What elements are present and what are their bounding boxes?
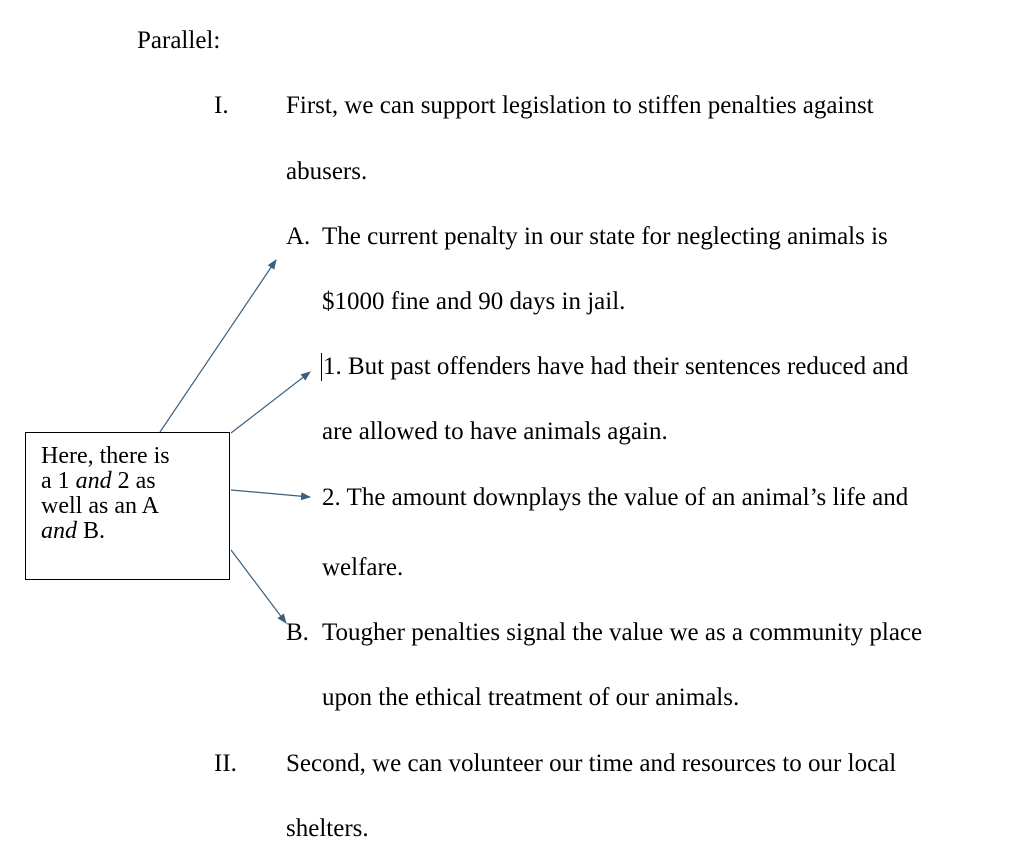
outline-marker-i: I. [214, 92, 229, 119]
callout-line-2: a 1 and 2 as [41, 468, 156, 494]
outline-item-1-line2: are allowed to have animals again. [322, 418, 668, 445]
outline-marker-b: B. [286, 619, 309, 646]
outline-item-b-line2: upon the ethical treatment of our animals. [322, 684, 740, 711]
outline-item-2-line2: welfare. [322, 554, 404, 581]
outline-marker-ii: II. [214, 750, 237, 777]
section-heading: Parallel: [137, 27, 221, 54]
callout-line-3: well as an A [41, 493, 159, 519]
arrow-to-item-2 [231, 490, 310, 497]
text-cursor [321, 353, 322, 381]
outline-marker-a: A. [286, 223, 311, 250]
outline-item-i-line1: First, we can support legislation to stiffen penalties against [286, 92, 874, 119]
arrow-to-item-1 [231, 372, 310, 433]
outline-item-i-line2: abusers. [286, 158, 368, 185]
outline-item-ii-line1: Second, we can volunteer our time and resources to our local [286, 750, 897, 777]
outline-item-a-line2: $1000 fine and 90 days in jail. [322, 288, 626, 315]
callout-line-1: Here, there is [41, 443, 170, 469]
outline-item-2-line1: 2. The amount downplays the value of an animal’s life and [322, 484, 909, 511]
outline-item-a-line1: The current penalty in our state for neglecting animals is [322, 223, 888, 250]
callout-textbox[interactable] [25, 432, 230, 580]
outline-item-1-line1: 1. But past offenders have had their sentences reduced and [323, 353, 909, 380]
outline-item-b-line1: Tougher penalties signal the value we as a community place [322, 619, 923, 646]
callout-line-4: and B. [41, 518, 106, 544]
arrow-to-item-a [160, 260, 276, 432]
outline-item-ii-line2: shelters. [286, 815, 369, 842]
arrow-to-item-b [231, 550, 286, 623]
